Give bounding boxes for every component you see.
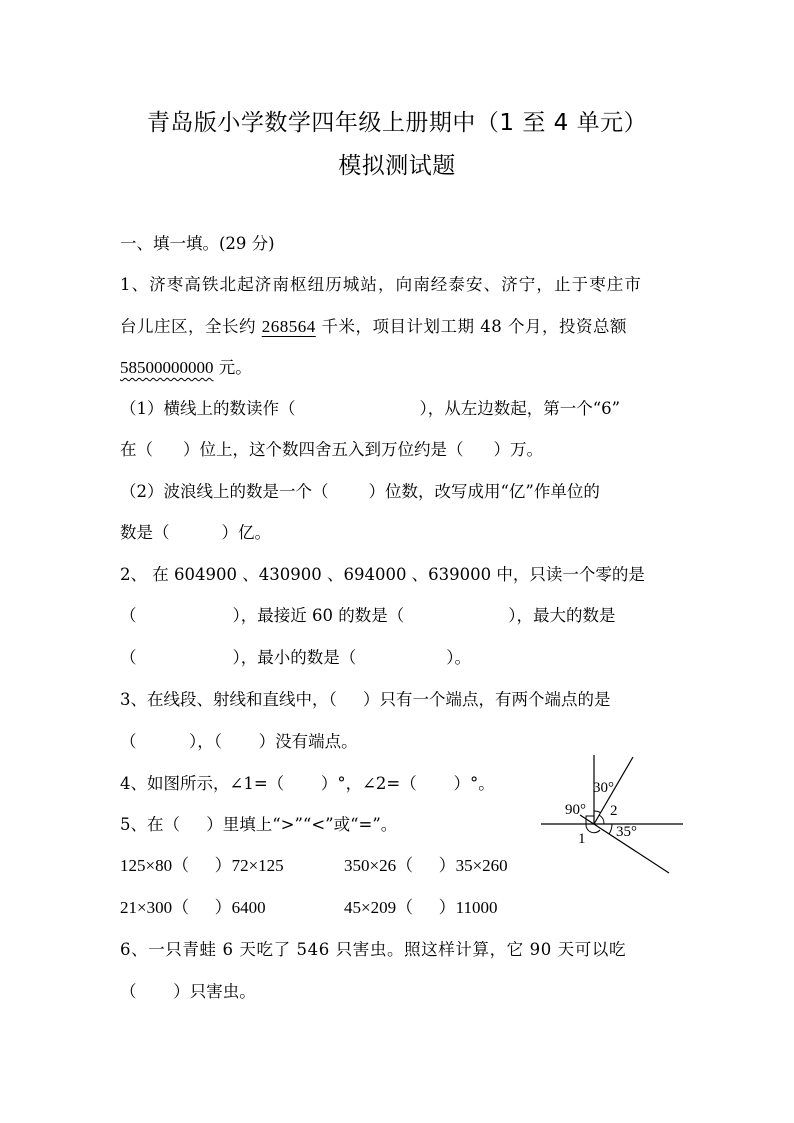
- q5-compare-3: 21×300（ ）6400: [120, 898, 266, 917]
- q1-line2-a: 台儿庄区，全长约: [120, 317, 262, 336]
- q1-sub1-a: （1）横线上的数读作（: [120, 399, 296, 418]
- q6-line1: 6、一只青蛙 6 天吃了 546 只害虫。照这样计算，它 90 天可以吃: [120, 940, 627, 959]
- q2-line3-a: （: [120, 648, 137, 667]
- label-1: 1: [578, 831, 586, 847]
- q1-sub2-d: ）亿。: [221, 523, 271, 542]
- angle-arc-2: [599, 815, 604, 824]
- q2-line2-c: ），最大的数是: [508, 606, 616, 625]
- q2-line3-b: ），最小的数是（: [232, 648, 357, 667]
- label-35: 35°: [616, 824, 637, 840]
- q1-sub1-line2: [120, 439, 543, 461]
- q1-sub1-e: ）万。: [493, 440, 543, 459]
- angle-arc-1: [586, 824, 600, 833]
- q1-sub2-a: （2）波浪线上的数是一个（: [120, 482, 329, 501]
- q1-line3-b: 元。: [213, 358, 252, 377]
- label-90: 90°: [565, 802, 586, 818]
- q5-compare-2: 350×26（ ）35×260: [344, 856, 508, 875]
- q2-line2-a: （: [120, 606, 137, 625]
- q1-sub2-line1: [120, 481, 600, 503]
- q5-compare-1: 125×80（ ）72×125: [120, 856, 284, 875]
- page-title-line1: 青岛版小学数学四年级上册期中（1 至 4 单元）: [146, 110, 648, 136]
- q1-line2-b: 千米，项目计划工期 48 个月，投资总额: [315, 317, 627, 336]
- q2-line1: 2、 在 604900 、430900 、694000 、639000 中，只读一个零的是: [120, 565, 645, 584]
- q4-line: 4、如图所示，∠1=（ ）°，∠2=（ ）°。: [120, 774, 495, 793]
- label-2: 2: [610, 803, 618, 819]
- angle-arc-30: [594, 811, 601, 813]
- q3-line2: （ ），（ ）没有端点。: [120, 732, 358, 751]
- q5-line: 5、在（ ）里填上“>”“<”或“=”。: [120, 815, 398, 834]
- q5-compare-4: 45×209（ ）11000: [344, 898, 498, 917]
- q1-sub1-b: ），从左边数起，第一个“6”: [419, 399, 621, 418]
- page-title-line2: 模拟测试题: [338, 153, 456, 179]
- q1-sub1-d: ）位上，这个数四舍五入到万位约是（: [183, 440, 464, 459]
- underlined-number: 268564: [261, 317, 316, 336]
- label-30: 30°: [593, 780, 614, 796]
- angle-arc-35: [609, 824, 612, 834]
- q1-line2: [120, 316, 627, 338]
- q2-line2: [120, 605, 616, 627]
- q1-sub1-c: 在（: [120, 440, 153, 459]
- q1-sub2-line2: [120, 522, 271, 544]
- q1-sub2-c: 数是（: [120, 523, 170, 542]
- q6-line2: （ ）只害虫。: [120, 982, 256, 1001]
- wavy-number: 58500000000: [120, 358, 214, 377]
- q1-sub2-b: ）位数，改写成用“亿”作单位的: [368, 482, 600, 501]
- q1-line3: [120, 357, 252, 379]
- q2-line2-b: ），最接近 60 的数是（: [232, 606, 405, 625]
- q2-line3: [120, 647, 471, 669]
- q1-sub1-line1: [120, 398, 620, 420]
- section-heading: 一、填一填。(29 分): [120, 234, 275, 253]
- q3-line1: 3、在线段、射线和直线中，（ ）只有一个端点，有两个端点的是: [120, 690, 611, 709]
- angle-diagram: [536, 745, 686, 880]
- q1-line1: 1、济枣高铁北起济南枢纽历城站，向南经泰安、济宁，止于枣庄市: [120, 275, 642, 294]
- q2-line3-c: ）。: [446, 648, 471, 667]
